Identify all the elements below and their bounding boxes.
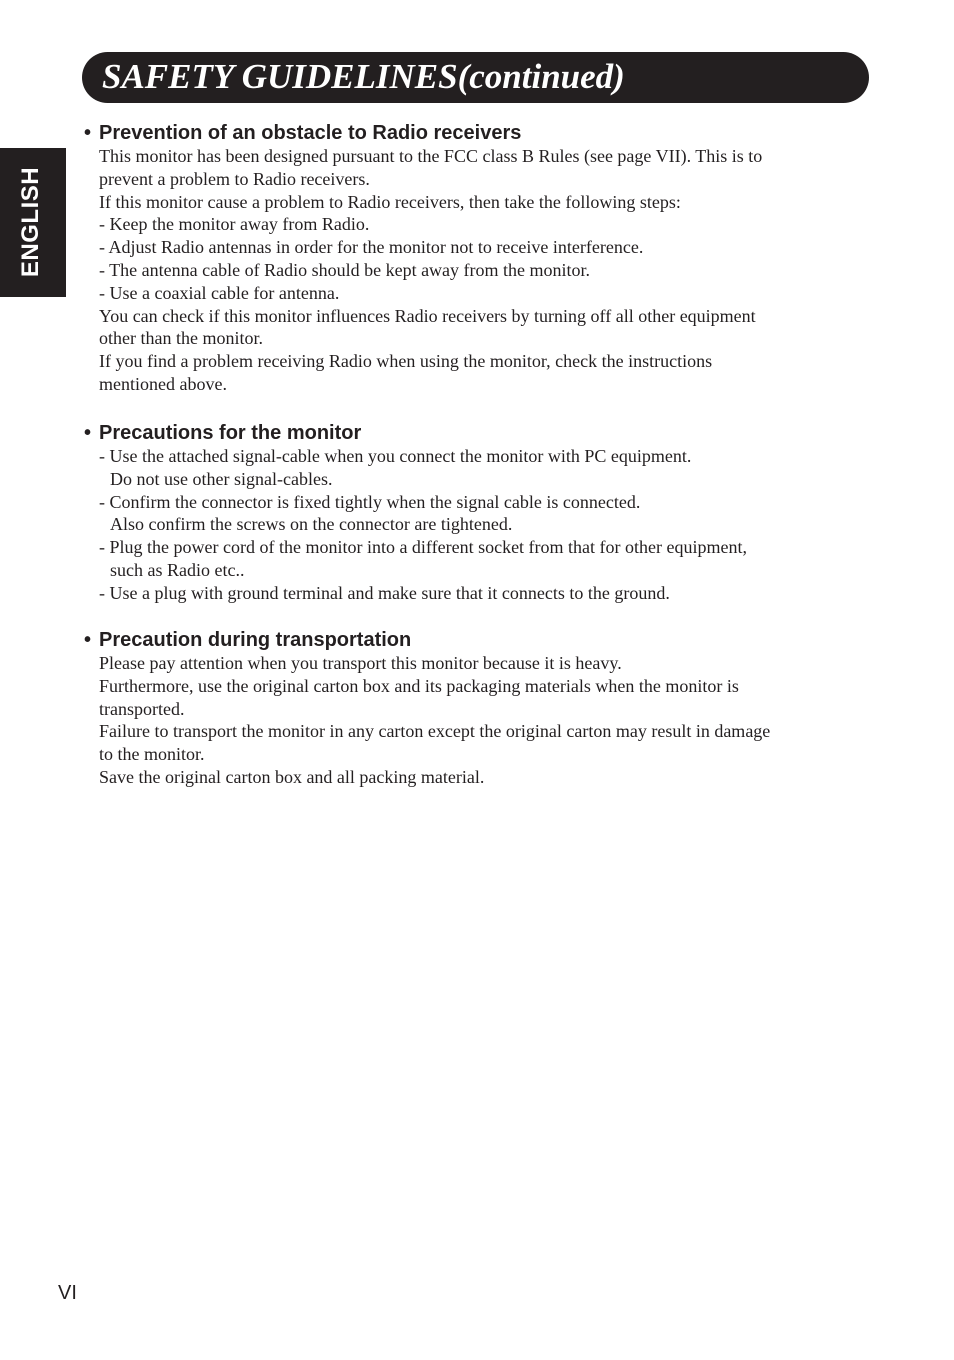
title-banner <box>82 52 869 103</box>
bullet: • <box>84 122 92 144</box>
paragraph-line: mentioned above. <box>99 373 227 394</box>
paragraph-line: Also confirm the screws on the connector are tightened. <box>110 514 513 535</box>
paragraph-line: Please pay attention when you transport this monitor because it is heavy. <box>99 653 622 673</box>
paragraph-line: to the monitor. <box>99 744 205 765</box>
paragraph-line: Save the original carton box and all packing material. <box>99 766 485 787</box>
language-tab-label: ENGLISH <box>17 166 44 278</box>
paragraph-line: - Use a plug with ground terminal and make sure that it connects to the ground. <box>99 582 670 603</box>
paragraph-line: This monitor has been designed pursuant to the FCC class B Rules (see page VII). This is to <box>99 146 763 166</box>
paragraph-line: other than the monitor. <box>99 328 263 349</box>
section-heading-text: Precaution during transportation <box>99 629 412 651</box>
paragraph-line: If this monitor cause a problem to Radio receivers, then take the following steps: <box>99 191 681 212</box>
paragraph-line: transported. <box>99 698 185 719</box>
paragraph-line: such as Radio etc.. <box>110 559 245 580</box>
bullet: • <box>84 629 92 651</box>
language-tab <box>0 148 66 297</box>
section-heading <box>84 628 874 652</box>
paragraph-line: - Adjust Radio antennas in order for the monitor not to receive interference. <box>99 237 644 258</box>
page-title: SAFETY GUIDELINES(continued) <box>102 57 625 96</box>
section-heading <box>84 421 874 445</box>
paragraph-line: - Plug the power cord of the monitor into a different socket from that for other equipment, <box>99 537 747 558</box>
paragraph-line: Failure to transport the monitor in any carton except the original carton may result in damage <box>99 721 771 742</box>
section-heading-text: Precautions for the monitor <box>99 422 362 444</box>
bullet: • <box>84 422 92 444</box>
paragraph-line: - Confirm the connector is fixed tightly when the signal cable is connected. <box>99 491 641 512</box>
section-heading-text: Prevention of an obstacle to Radio receivers <box>99 122 522 144</box>
paragraph-line: - Use the attached signal-cable when you connect the monitor with PC equipment. <box>99 446 692 466</box>
paragraph-line: You can check if this monitor influences Radio receivers by turning off all other equipment <box>99 305 756 326</box>
paragraph-line: Do not use other signal-cables. <box>110 468 333 489</box>
section-heading <box>84 121 874 145</box>
paragraph-line: Furthermore, use the original carton box and its packaging materials when the monitor is <box>99 675 739 696</box>
paragraph-line: If you find a problem receiving Radio when using the monitor, check the instructions <box>99 351 713 372</box>
paragraph-line: prevent a problem to Radio receivers. <box>99 168 370 189</box>
section-radio-prevention <box>84 121 874 396</box>
section-monitor-precautions <box>84 421 874 605</box>
paragraph-line: - Keep the monitor away from Radio. <box>99 214 370 235</box>
page-number: VI <box>58 1282 77 1304</box>
paragraph-line: - The antenna cable of Radio should be kept away from the monitor. <box>99 259 591 280</box>
paragraph-line: - Use a coaxial cable for antenna. <box>99 282 340 303</box>
section-transportation <box>84 628 874 789</box>
